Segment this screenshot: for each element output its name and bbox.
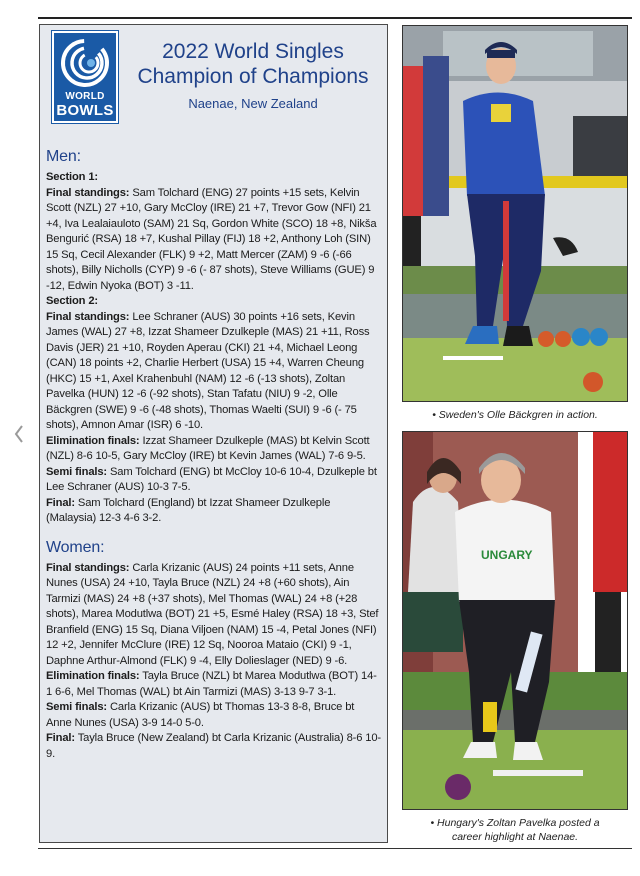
women-heading: Women:: [46, 538, 105, 556]
semi-label: Semi finals:: [46, 465, 107, 478]
semi-label: Semi finals:: [46, 701, 107, 713]
women-standings: [46, 561, 382, 670]
elimination-text: Tayla Bruce (NZL) bt Marea Modutlwa (BOT) 14-1 6-6, Mel Thomas (WAL) bt Ain Tarmizi (MAS) 3-13 9-7 3-1.: [46, 670, 377, 698]
photo-2-caption-line-1: • Hungary's Zoltan Pavelka posted a: [430, 817, 600, 829]
final-text: Tayla Bruce (New Zealand) bt Carla Krizanic (Australia) 8-6 10-9.: [46, 732, 381, 760]
standings-text: Carla Krizanic (AUS) 24 points +11 sets, Anne Nunes (USA) 24 +10, Tayla Bruce (NZL) 24 +8 (+60 shots), Ain Tarmizi (MAS) 24 +8 (+37 shots), Mel Thomas (WAL) 24 +8 (+28 shots), Marea Modutlwa (BOT) 21 +5, Esmé Haley (RSA) 18 +3, Stef Branfield (ENG) 15 Sq, Diana Viljoen (NAM) 15 -4, Petal Jones (NFI) 12 +2, Jennifer McClure (IRE) 12 Sq, Nooroa Mataio (CKI) 9 -1, Daphne Arthur-Almond (FLK) 9 -4, Elly Dolieslager (NED) 9 -6.: [46, 561, 379, 667]
article-title: [124, 39, 382, 113]
logo-word-bowls: BOWLS: [56, 102, 114, 119]
title-line-2: Champion of Champions: [137, 65, 369, 88]
results-panel: [39, 24, 388, 843]
elimination-text: Izzat Shameer Dzulkeple (MAS) bt Kelvin Scott (NZL) 8-6 10-5, Gary McCloy (IRE) bt Kevin James (WAL) 7-6 9-5.: [46, 434, 370, 462]
women-elimination-finals: [46, 669, 382, 700]
men-heading: Men:: [46, 148, 81, 165]
photo-olle-backgren: [402, 25, 628, 402]
final-label: Final:: [46, 496, 75, 509]
photo-2-caption-line-2: career highlight at Naenae.: [451, 831, 579, 843]
standings-label: Final standings:: [46, 310, 130, 323]
final-text: Sam Tolchard (England) bt Izzat Shameer Dzulkeple (Malaysia) 12-3 4-6 3-2.: [46, 496, 331, 524]
elimination-label: Elimination finals:: [46, 670, 140, 682]
photo-2-caption: [395, 816, 635, 844]
semi-text: Carla Krizanic (AUS) bt Thomas 13-3 8-8, Bruce bt Anne Nunes (USA) 3-9 14-0 5-0.: [46, 701, 355, 729]
men-elimination-finals: [46, 434, 382, 465]
title-line-1: 2022 World Singles: [162, 40, 344, 63]
standings-text: Sam Tolchard (ENG) 27 points +15 sets, Kelvin Scott (NZL) 27 +10, Gary McCloy (IRE) 21 +7, Trevor Gow (NFI) 21 +4, Iva Lealaiauloto (SAM) 21 Sq, Gordon White (SCO) 18 +8, Nikša Bengurić (RSA) 18 +7, Kushal Pillay (FIJ) 18 +2, Anthony Loh (SIN) 15 Sq, Cecil Alexander (FLK) 9 +2, Matt Mercer (ZAM) 9 -6 (-66 shots), Billy Nicholls (CYP) 9 -6 (- 87 shots), Steve Williams (GUE) 9 -12, Edwin Nyoka (BOT) 3 -11.: [46, 186, 377, 292]
section-1-heading: Section 1:: [46, 171, 98, 183]
shirt-text: UNGARY: [481, 548, 533, 562]
final-label: Final:: [46, 732, 75, 744]
women-semi-finals: [46, 700, 382, 731]
semi-text: Sam Tolchard (ENG) bt McCloy 10-6 10-4, Dzulkeple bt Lee Schraner (AUS) 10-3 7-5.: [46, 465, 377, 493]
section-2-heading: Section 2:: [46, 295, 98, 307]
standings-label: Final standings:: [46, 186, 130, 199]
men-semi-finals: [46, 465, 382, 496]
photo-1-caption: • Sweden's Olle Bäckgren in action.: [432, 409, 598, 421]
logo-word-world: WORLD: [65, 91, 105, 102]
top-rule: [38, 17, 632, 19]
previous-page-arrow-icon[interactable]: [14, 424, 24, 444]
elimination-label: Elimination finals:: [46, 434, 140, 447]
section-2-standings: [46, 310, 382, 434]
women-final: [46, 731, 382, 762]
section-1-standings: [46, 186, 382, 295]
world-bowls-logo: [52, 31, 118, 123]
results-text: [46, 146, 382, 762]
photo-zoltan-pavelka: [402, 431, 628, 810]
standings-label: Final standings:: [46, 561, 130, 574]
men-final: [46, 496, 382, 527]
bowls-swirl-icon: [54, 33, 116, 91]
standings-text: Lee Schraner (AUS) 30 points +16 sets, Kevin James (WAL) 27 +8, Izzat Shameer Dzulkeple (MAS) 21 +11, Ross Davis (JER) 21 +10, Royden Aperau (CKI) 21 +4, Michael Leong (CAN) 18 points +2, Charlie Herbert (USA) 15 +4, Warren Cheung (HKC) 15 +1, Axel Krahenbuhl (NAM) 12 -6 (-13 shots), Zoltan Pavelka (HUN) 12 -6 (-92 shots), Stan Tafatu (NIU) 9 -2, Olle Bäckgren (SWE) 9 -6 (-48 shots), Thomas Waelti (SUI) 9 -6 (- 75 shots), Amnon Amar (ISR) 6 -10.: [46, 310, 370, 431]
bottom-rule: [38, 848, 632, 849]
venue-subtitle: Naenae, New Zealand: [188, 96, 318, 111]
